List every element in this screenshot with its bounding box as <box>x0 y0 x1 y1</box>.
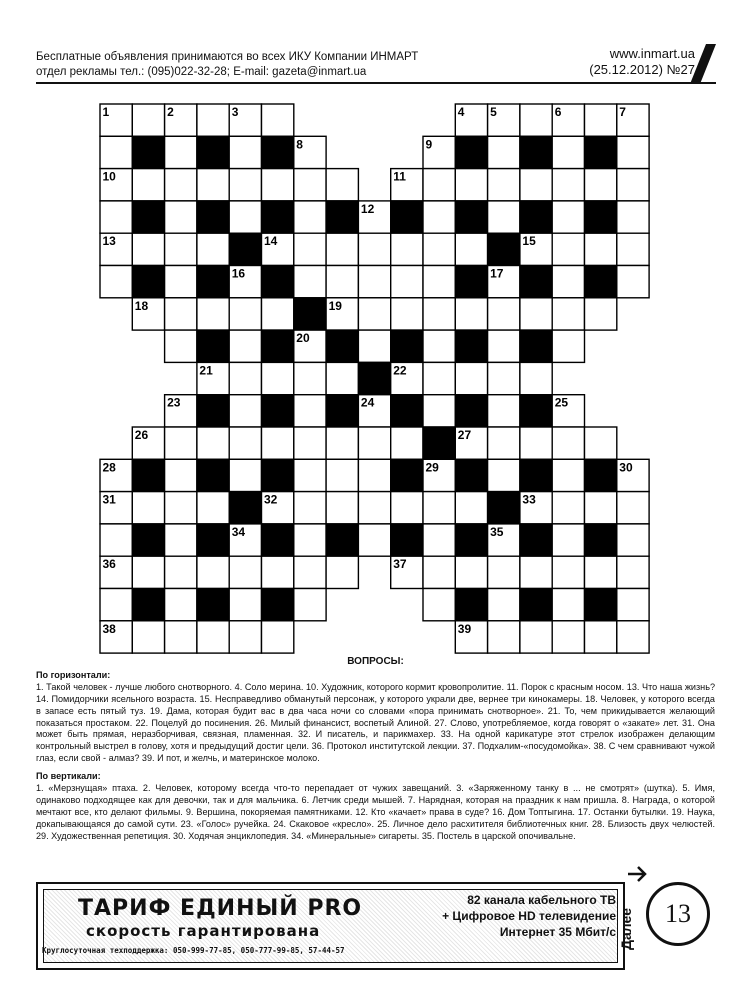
crossword-cell-number: 11 <box>393 169 406 184</box>
crossword-cell[interactable] <box>455 298 487 330</box>
crossword-cell-number: 5 <box>490 105 497 119</box>
crossword-cell[interactable] <box>132 621 164 653</box>
crossword-cell-number: 1 <box>102 105 110 119</box>
ad-subtitle: скорость гарантирована <box>86 922 321 940</box>
crossword-cell[interactable] <box>520 621 552 653</box>
crossword-black-cell <box>262 266 294 298</box>
ad-feature-hd: + Цифровое HD телевидение <box>442 909 616 923</box>
crossword-cell[interactable] <box>423 169 455 201</box>
crossword-cell[interactable] <box>197 104 229 136</box>
advertisement-banner[interactable] <box>36 882 625 970</box>
crossword-cell[interactable] <box>165 266 197 298</box>
page-number: 13 <box>646 882 710 946</box>
crossword-cell[interactable] <box>617 136 649 168</box>
crossword-cell-number: 27 <box>457 428 472 442</box>
crossword-cell[interactable] <box>262 104 294 136</box>
crossword-black-cell <box>455 201 487 233</box>
crossword-cell[interactable] <box>358 459 390 491</box>
header-line-ads: Бесплатные объявления принимаются во всех ИКУ Компании ИНМАРТ <box>36 51 419 63</box>
crossword-cell-number: 36 <box>102 557 116 572</box>
crossword-cell[interactable] <box>165 298 197 330</box>
crossword-black-cell <box>520 524 552 556</box>
crossword-cell[interactable] <box>294 266 326 298</box>
next-page-label[interactable]: Далее <box>618 907 634 950</box>
crossword-cell[interactable] <box>294 556 326 588</box>
crossword-cell[interactable] <box>455 233 487 265</box>
crossword-black-cell <box>197 266 229 298</box>
crossword-cell-number: 22 <box>393 363 407 378</box>
crossword-cell[interactable] <box>455 492 487 524</box>
crossword-black-cell <box>294 298 326 330</box>
crossword-cell[interactable] <box>358 330 390 362</box>
crossword-cell[interactable] <box>391 427 423 459</box>
crossword-cell[interactable] <box>423 589 455 621</box>
down-clues: 1. «Мерзнущая» птаха. 2. Человек, которому всегда что-то перепадает от чужих завещаний. 3. «Заряженному танку в ... не смотрят» (шутка). 5. Имя, одинаково подходящее как для девочки, так и для мальчика. 6. Летчик среди мышей. 7. Нарядная, которая на праздник к нам пришла. 8. Награда, о которой мечтают все, кто делают фильмы. 9. Вершина, покоряемая памятниками. 12. Кто «качает» права в суде? 16. Дом Топтыгина. 17. Останки бутылки. 19. Наука, докапывающаяся до самой сути. 23. «Голос» ручейка. 24. Скаковое «кресло». 25. Личное дело расхитителя библиотечных книг. 28. Близость двух челюстей. 29. Художественная репетиция. 30. Ходячая энциклопедия. 34. «Минеральные» сигареты. 35. Постель в царской опочивальне. <box>36 783 715 841</box>
crossword-cell[interactable] <box>520 427 552 459</box>
crossword-cell[interactable] <box>488 589 520 621</box>
crossword-black-cell <box>423 427 455 459</box>
crossword-cell-number: 7 <box>619 105 626 119</box>
crossword-black-cell <box>585 266 617 298</box>
crossword-cell[interactable] <box>294 395 326 427</box>
crossword-black-cell <box>197 136 229 168</box>
crossword-cell[interactable] <box>617 621 649 653</box>
crossword-cell[interactable] <box>488 330 520 362</box>
crossword-cell[interactable] <box>585 621 617 653</box>
crossword-black-cell <box>229 233 261 265</box>
crossword-black-cell <box>520 395 552 427</box>
ad-title: ТАРИФ ЕДИНЫЙ PRO <box>78 896 363 921</box>
crossword-cell[interactable] <box>488 427 520 459</box>
crossword-cell[interactable] <box>617 266 649 298</box>
crossword-cell-number: 24 <box>360 395 375 410</box>
crossword-black-cell <box>520 459 552 491</box>
crossword-cell[interactable] <box>229 330 261 362</box>
crossword-cell[interactable] <box>552 589 584 621</box>
crossword-cell[interactable] <box>617 556 649 588</box>
crossword-cell-number: 15 <box>522 234 536 249</box>
crossword-cell[interactable] <box>423 330 455 362</box>
crossword-cell[interactable] <box>520 298 552 330</box>
crossword-cell[interactable] <box>358 233 390 265</box>
crossword-cell-number: 32 <box>264 492 278 507</box>
crossword-cell[interactable] <box>326 556 358 588</box>
crossword-cell[interactable] <box>165 492 197 524</box>
issue-number: (25.12.2012) №27 <box>589 62 695 77</box>
crossword-cell[interactable] <box>262 427 294 459</box>
crossword-cell[interactable] <box>617 201 649 233</box>
ad-support-phones: Круглосуточная техподдержка: 050-999-77-85, 050-777-99-85, 57-44-57 <box>42 946 345 955</box>
crossword-cell[interactable] <box>585 104 617 136</box>
crossword-cell-number: 14 <box>264 234 278 249</box>
crossword-cell[interactable] <box>132 169 164 201</box>
crossword-cell[interactable] <box>165 621 197 653</box>
crossword-black-cell <box>391 459 423 491</box>
crossword-black-cell <box>262 459 294 491</box>
crossword-cell[interactable] <box>294 427 326 459</box>
crossword-cell-number: 29 <box>425 460 439 475</box>
crossword-cell[interactable] <box>488 201 520 233</box>
header-line-contacts: отдел рекламы тел.: (095)022-32-28; E-mail: gazeta@inmart.ua <box>36 66 367 78</box>
crossword-cell[interactable] <box>488 621 520 653</box>
crossword-black-cell <box>197 201 229 233</box>
crossword-cell[interactable] <box>197 169 229 201</box>
crossword-black-cell <box>488 233 520 265</box>
crossword-cell[interactable] <box>165 136 197 168</box>
crossword-black-cell <box>455 136 487 168</box>
crossword-cell[interactable] <box>455 169 487 201</box>
crossword-cell[interactable] <box>585 298 617 330</box>
crossword-black-cell <box>585 136 617 168</box>
crossword-cell[interactable] <box>488 556 520 588</box>
crossword-cell[interactable] <box>100 201 132 233</box>
down-title: По вертикали: <box>36 771 101 782</box>
crossword-cell[interactable] <box>165 459 197 491</box>
crossword-cell[interactable] <box>391 233 423 265</box>
crossword-black-cell <box>520 266 552 298</box>
crossword-cell[interactable] <box>617 492 649 524</box>
crossword-cell[interactable] <box>552 556 584 588</box>
crossword-cell[interactable] <box>488 362 520 394</box>
crossword-cell-number: 8 <box>296 137 303 152</box>
ad-feature-tv: 82 канала кабельного ТВ <box>467 893 616 907</box>
crossword-cell[interactable] <box>617 524 649 556</box>
questions-section <box>36 656 715 849</box>
crossword-cell[interactable] <box>326 459 358 491</box>
crossword-cell-number: 38 <box>102 621 116 636</box>
crossword-cell[interactable] <box>326 169 358 201</box>
crossword-cell-number: 21 <box>199 363 213 378</box>
crossword-cell-number: 39 <box>457 621 472 636</box>
questions-heading: ВОПРОСЫ: <box>347 656 404 667</box>
crossword-cell[interactable] <box>585 492 617 524</box>
crossword-black-cell <box>197 589 229 621</box>
ad-features <box>398 892 616 940</box>
crossword-black-cell <box>132 136 164 168</box>
crossword-cell[interactable] <box>100 136 132 168</box>
crossword-cell[interactable] <box>358 427 390 459</box>
crossword-cell[interactable] <box>552 330 584 362</box>
crossword-black-cell <box>455 395 487 427</box>
crossword-black-cell <box>585 524 617 556</box>
crossword-black-cell <box>391 201 423 233</box>
next-arrow-icon[interactable] <box>626 862 650 886</box>
crossword-cell[interactable] <box>165 233 197 265</box>
crossword-cell-number: 13 <box>102 234 116 249</box>
crossword-black-cell <box>455 524 487 556</box>
crossword-cell[interactable] <box>423 395 455 427</box>
crossword-black-cell <box>197 330 229 362</box>
crossword-cell[interactable] <box>423 233 455 265</box>
ad-feature-internet: Интернет 35 Мбит/с <box>499 925 616 939</box>
crossword-cell[interactable] <box>229 201 261 233</box>
crossword-cell[interactable] <box>294 169 326 201</box>
crossword-cell[interactable] <box>197 233 229 265</box>
crossword-cell[interactable] <box>197 298 229 330</box>
crossword-cell[interactable] <box>391 298 423 330</box>
crossword-black-cell <box>262 589 294 621</box>
crossword-cell[interactable] <box>229 136 261 168</box>
crossword-cell[interactable] <box>423 266 455 298</box>
crossword-cell-number: 3 <box>231 105 239 119</box>
crossword-cell[interactable] <box>229 169 261 201</box>
crossword-black-cell <box>262 201 294 233</box>
crossword-black-cell <box>520 136 552 168</box>
crossword-cell-number: 26 <box>134 428 149 442</box>
crossword-black-cell <box>520 330 552 362</box>
crossword-cell-number: 31 <box>102 492 116 507</box>
crossword-cell[interactable] <box>100 266 132 298</box>
crossword-cell[interactable] <box>520 169 552 201</box>
crossword-cell-number: 35 <box>490 524 504 539</box>
crossword-cell[interactable] <box>455 556 487 588</box>
crossword-cell[interactable] <box>326 427 358 459</box>
crossword-cell-number: 37 <box>393 557 407 572</box>
crossword-black-cell <box>132 266 164 298</box>
crossword-black-cell <box>229 492 261 524</box>
crossword-cell[interactable] <box>197 621 229 653</box>
crossword-black-cell <box>358 362 390 394</box>
crossword-black-cell <box>585 459 617 491</box>
crossword-black-cell <box>455 589 487 621</box>
crossword-cell[interactable] <box>552 427 584 459</box>
crossword-cell[interactable] <box>165 330 197 362</box>
crossword-black-cell <box>585 201 617 233</box>
crossword-cell[interactable] <box>165 169 197 201</box>
crossword-cell[interactable] <box>165 556 197 588</box>
crossword-cell[interactable] <box>229 589 261 621</box>
crossword-cell[interactable] <box>585 233 617 265</box>
crossword-cell[interactable] <box>262 556 294 588</box>
crossword-cell[interactable] <box>423 556 455 588</box>
crossword-cell[interactable] <box>165 589 197 621</box>
crossword-cell[interactable] <box>520 104 552 136</box>
crossword-cell[interactable] <box>294 233 326 265</box>
crossword-cell[interactable] <box>358 524 390 556</box>
crossword-cell[interactable] <box>488 169 520 201</box>
crossword-cell[interactable] <box>552 621 584 653</box>
crossword-cell[interactable] <box>423 298 455 330</box>
crossword-black-cell <box>197 459 229 491</box>
crossword-black-cell <box>132 524 164 556</box>
crossword-cell[interactable] <box>197 556 229 588</box>
crossword-cell[interactable] <box>552 136 584 168</box>
crossword-cell[interactable] <box>552 169 584 201</box>
crossword-black-cell <box>262 395 294 427</box>
crossword-black-cell <box>197 395 229 427</box>
crossword-black-cell <box>520 589 552 621</box>
crossword-cell-number: 28 <box>102 460 116 475</box>
crossword-cell[interactable] <box>262 362 294 394</box>
crossword-black-cell <box>326 395 358 427</box>
crossword-cell[interactable] <box>229 427 261 459</box>
crossword-cell[interactable] <box>585 556 617 588</box>
crossword-cell[interactable] <box>100 589 132 621</box>
crossword-cell[interactable] <box>294 362 326 394</box>
crossword-cell[interactable] <box>294 201 326 233</box>
crossword-cell-number: 6 <box>554 105 562 119</box>
crossword-cell[interactable] <box>423 492 455 524</box>
crossword-cell[interactable] <box>326 362 358 394</box>
crossword-cell-number: 25 <box>554 395 569 410</box>
crossword-black-cell <box>132 201 164 233</box>
crossword-cell[interactable] <box>391 492 423 524</box>
crossword-cell[interactable] <box>358 298 390 330</box>
crossword-cell[interactable] <box>132 556 164 588</box>
crossword-cell[interactable] <box>294 524 326 556</box>
crossword-cell[interactable] <box>617 169 649 201</box>
crossword-cell[interactable] <box>488 298 520 330</box>
crossword-cell[interactable] <box>262 298 294 330</box>
crossword-black-cell <box>262 136 294 168</box>
across-clues: 1. Такой человек - лучше любого снотворного. 4. Соло мерина. 10. Художник, которого кормит кровопролитие. 11. Порок с красным носом. 13. Что наша жизнь? 14. Помидорчики ясельного возраста. 15. Несправедливо обманутый персонаж, у которого украли две, вернее три кинокамеры. 18. Человек, у которого всегда в запасе есть пятый туз. 19. Дама, которая будит вас в два часа ночи со словами «пора принимать снотворное». 21. То, чем прикидывается желающий показаться простаком. 22. Поцелуй до посинения. 26. Милый финансист, воспетый Алиной. 27. Слово, употребляемое, когда говорят о «закате» лет. 31. Она может быть прямая, неразборчивая, связная, пламенная. 32. И писатель, и парикмахер. 33. На одной карикатуре этот стрелок изображен делающим контрольный выстрел в голову, хотя и предыдущий достиг цели. 36. Протокол институтской лекции. 37. Подхалим-«посудомойка». 38. С чем сравнивают чужой глаз, если свой - алмаз? 39. И пот, и желчь, и материнское молоко. <box>36 681 715 764</box>
crossword-cell[interactable] <box>617 589 649 621</box>
crossword-cell-number: 9 <box>425 137 433 152</box>
crossword-cell[interactable] <box>520 362 552 394</box>
crossword-cell-number: 4 <box>457 105 465 119</box>
crossword-black-cell <box>197 524 229 556</box>
crossword-cell[interactable] <box>423 524 455 556</box>
crossword-cell[interactable] <box>294 492 326 524</box>
crossword-black-cell <box>391 395 423 427</box>
crossword-cell[interactable] <box>197 492 229 524</box>
crossword-cell-number: 34 <box>231 524 246 539</box>
crossword-black-cell <box>326 524 358 556</box>
crossword-black-cell <box>391 330 423 362</box>
crossword-black-cell <box>391 524 423 556</box>
crossword-cell-number: 17 <box>490 266 504 281</box>
crossword-cell[interactable] <box>423 362 455 394</box>
crossword-cell[interactable] <box>262 169 294 201</box>
crossword-cell-number: 23 <box>167 395 181 410</box>
crossword-black-cell <box>132 589 164 621</box>
crossword-cell[interactable] <box>552 298 584 330</box>
crossword-black-cell <box>488 492 520 524</box>
crossword-black-cell <box>326 330 358 362</box>
crossword-cell-number: 10 <box>102 169 116 184</box>
crossword-cell[interactable] <box>358 266 390 298</box>
crossword-cell[interactable] <box>585 169 617 201</box>
crossword-black-cell <box>455 459 487 491</box>
crossword-cell[interactable] <box>552 201 584 233</box>
crossword-cell[interactable] <box>197 427 229 459</box>
crossword-cell[interactable] <box>585 427 617 459</box>
crossword-cell[interactable] <box>229 298 261 330</box>
crossword-cell[interactable] <box>488 395 520 427</box>
crossword-black-cell <box>520 201 552 233</box>
crossword-cell[interactable] <box>488 459 520 491</box>
crossword-cell[interactable] <box>358 492 390 524</box>
across-title: По горизонтали: <box>36 669 111 680</box>
crossword-black-cell <box>326 201 358 233</box>
crossword-cell-number: 2 <box>167 105 174 119</box>
crossword-black-cell <box>585 589 617 621</box>
crossword-cell-number: 19 <box>328 298 342 313</box>
crossword-cell-number: 18 <box>134 298 149 313</box>
crossword-cell[interactable] <box>617 233 649 265</box>
crossword-cell[interactable] <box>229 621 261 653</box>
crossword-cell[interactable] <box>132 233 164 265</box>
crossword-cell[interactable] <box>326 266 358 298</box>
crossword-cell[interactable] <box>229 459 261 491</box>
crossword-black-cell <box>455 266 487 298</box>
crossword-cell[interactable] <box>552 459 584 491</box>
crossword-cell[interactable] <box>488 136 520 168</box>
crossword-cell[interactable] <box>100 524 132 556</box>
website-link[interactable]: www.inmart.ua <box>609 46 695 61</box>
crossword-cell[interactable] <box>132 492 164 524</box>
crossword-cell[interactable] <box>552 266 584 298</box>
crossword-black-cell <box>262 330 294 362</box>
crossword-cell[interactable] <box>294 459 326 491</box>
crossword-cell[interactable] <box>294 589 326 621</box>
crossword-cell[interactable] <box>229 362 261 394</box>
crossword-cell[interactable] <box>229 395 261 427</box>
crossword-cell[interactable] <box>229 556 261 588</box>
crossword-cell[interactable] <box>552 233 584 265</box>
crossword-cell-number: 20 <box>296 331 310 346</box>
crossword-cell[interactable] <box>520 556 552 588</box>
crossword-cell-number: 30 <box>619 460 633 475</box>
crossword-cell[interactable] <box>326 492 358 524</box>
crossword-cell[interactable] <box>132 104 164 136</box>
crossword-cell-number: 16 <box>231 266 246 281</box>
crossword-cell-number: 33 <box>522 492 536 507</box>
crossword-black-cell <box>262 524 294 556</box>
crossword-black-cell <box>455 330 487 362</box>
crossword-cell[interactable] <box>391 266 423 298</box>
crossword-cell-number: 12 <box>360 201 375 216</box>
crossword-black-cell <box>132 459 164 491</box>
crossword-cell[interactable] <box>326 233 358 265</box>
crossword-cell[interactable] <box>165 201 197 233</box>
crossword-cell[interactable] <box>455 362 487 394</box>
crossword-cell[interactable] <box>552 492 584 524</box>
crossword-cell[interactable] <box>552 524 584 556</box>
crossword-cell[interactable] <box>165 524 197 556</box>
crossword-cell[interactable] <box>423 201 455 233</box>
crossword-cell[interactable] <box>165 427 197 459</box>
crossword-cell[interactable] <box>262 621 294 653</box>
